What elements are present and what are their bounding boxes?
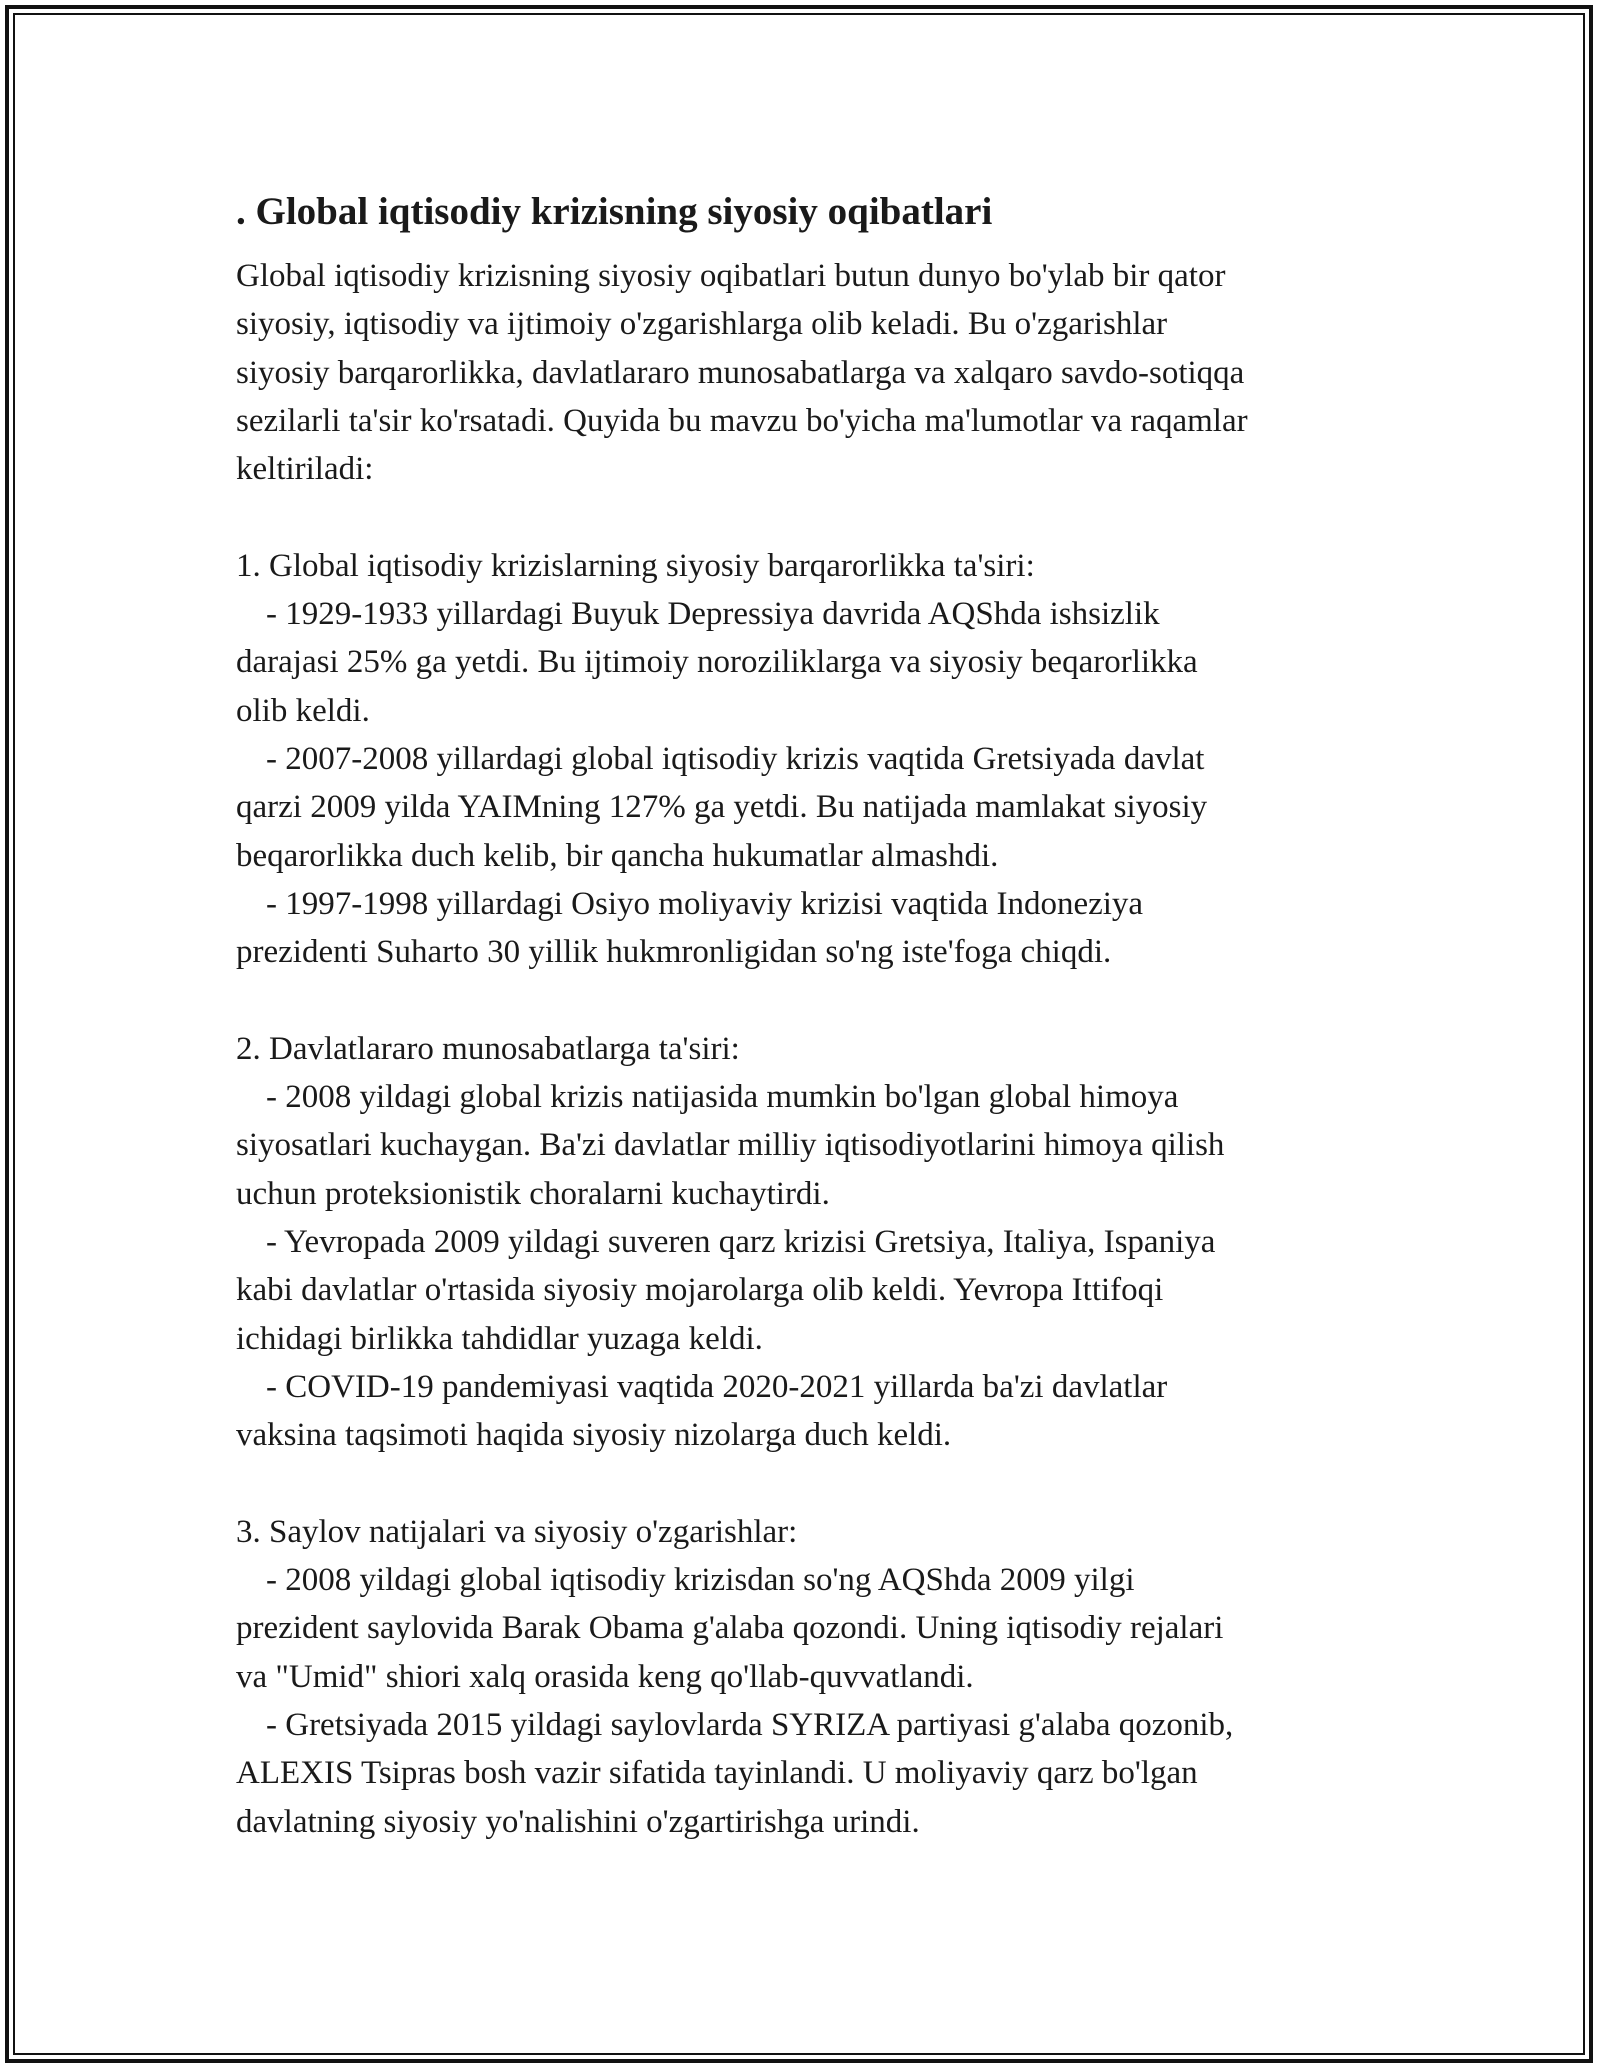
list-item-line: beqarorlikka duch kelib, bir qancha hukumatlar almashdi. [236, 837, 999, 874]
list-item-line: uchun proteksionistik choralarni kuchaytirdi. [236, 1175, 830, 1212]
list-item-line: siyosatlari kuchaygan. Ba'zi davlatlar milliy iqtisodiyotlarini himoya qilish [236, 1127, 1225, 1164]
list-item-line: - 2008 yildagi global iqtisodiy krizisdan so'ng AQShda 2009 yilgi [266, 1562, 1135, 1599]
list-item [236, 1073, 1386, 1218]
list-item-line: prezident saylovida Barak Obama g'alaba qozondi. Uning iqtisodiy rejalari [236, 1610, 1224, 1647]
list-item-line: - 2007-2008 yillardagi global iqtisodiy krizis vaqtida Gretsiyada davlat [266, 740, 1205, 777]
section-heading: 3. Saylov natijalari va siyosiy o'zgarishlar: [236, 1513, 798, 1550]
section-heading: 1. Global iqtisodiy krizislarning siyosiy barqarorlikka ta'siri: [236, 547, 1035, 584]
list-item-line: ALEXIS Tsipras bosh vazir sifatida tayinlandi. U moliyaviy qarz bo'lgan [236, 1755, 1198, 1792]
list-item [236, 880, 1386, 977]
list-item [236, 1218, 1386, 1363]
section-2 [236, 1025, 1386, 1460]
list-item-line: - 1997-1998 yillardagi Osiyo moliyaviy krizisi vaqtida Indoneziya [266, 885, 1144, 922]
list-item [236, 1556, 1386, 1701]
intro-line: siyosiy barqarorlikka, davlatlararo munosabatlarga va xalqaro savdo-sotiqqa [236, 354, 1245, 391]
list-item [236, 590, 1386, 735]
list-item [236, 1701, 1386, 1846]
list-item-line: - 2008 yildagi global krizis natijasida mumkin bo'lgan global himoya [266, 1079, 1179, 1116]
intro-paragraph [236, 252, 1386, 493]
list-item-line: - Gretsiyada 2015 yildagi saylovlarda SYRIZA partiyasi g'alaba qozonib, [266, 1706, 1234, 1743]
list-item-line: davlatning siyosiy yo'nalishini o'zgartirishga urindi. [236, 1803, 920, 1840]
list-item-line: darajasi 25% ga yetdi. Bu ijtimoiy noroziliklarga va siyosiy beqarorlikka [236, 644, 1198, 681]
list-item-line: - Yevropada 2009 yildagi suveren qarz krizisi Gretsiya, Italiya, Ispaniya [266, 1223, 1216, 1260]
list-item-line: ichidagi birlikka tahdidlar yuzaga keldi. [236, 1320, 763, 1357]
list-item-line: kabi davlatlar o'rtasida siyosiy mojarolarga olib keldi. Yevropa Ittifoqi [236, 1272, 1164, 1309]
intro-line: Global iqtisodiy krizisning siyosiy oqibatlari butun dunyo bo'ylab bir qator [236, 258, 1226, 294]
intro-line: sezilarli ta'sir ko'rsatadi. Quyida bu mavzu bo'yicha ma'lumotlar va raqamlar [236, 402, 1248, 439]
section-1 [236, 542, 1386, 977]
list-item-line: vaksina taqsimoti haqida siyosiy nizolarga duch keldi. [236, 1417, 952, 1454]
list-item [236, 735, 1386, 880]
intro-line: keltiriladi: [236, 451, 374, 488]
list-item-line: - 1929-1933 yillardagi Buyuk Depressiya davrida AQShda ishsizlik [266, 596, 1160, 633]
list-item-line: qarzi 2009 yilda YAIMning 127% ga yetdi. Bu natijada mamlakat siyosiy [236, 789, 1208, 826]
list-item-line: olib keldi. [236, 692, 370, 729]
list-item-line: prezidenti Suharto 30 yillik hukmronligidan so'ng iste'foga chiqdi. [236, 934, 1112, 971]
section-heading: 2. Davlatlararo munosabatlarga ta'siri: [236, 1030, 740, 1067]
list-item-line: - COVID-19 pandemiyasi vaqtida 2020-2021 yillarda ba'zi davlatlar [266, 1368, 1168, 1405]
list-item [236, 1363, 1386, 1460]
intro-line: siyosiy, iqtisodiy va ijtimoiy o'zgarishlarga olib keladi. Bu o'zgarishlar [236, 306, 1168, 343]
list-item-line: va "Umid" shiori xalq orasida keng qo'llab-quvvatlandi. [236, 1658, 974, 1695]
section-3 [236, 1508, 1386, 1846]
document-title: . Global iqtisodiy krizisning siyosiy oqibatlari [236, 190, 993, 233]
document-body [236, 182, 1386, 1846]
